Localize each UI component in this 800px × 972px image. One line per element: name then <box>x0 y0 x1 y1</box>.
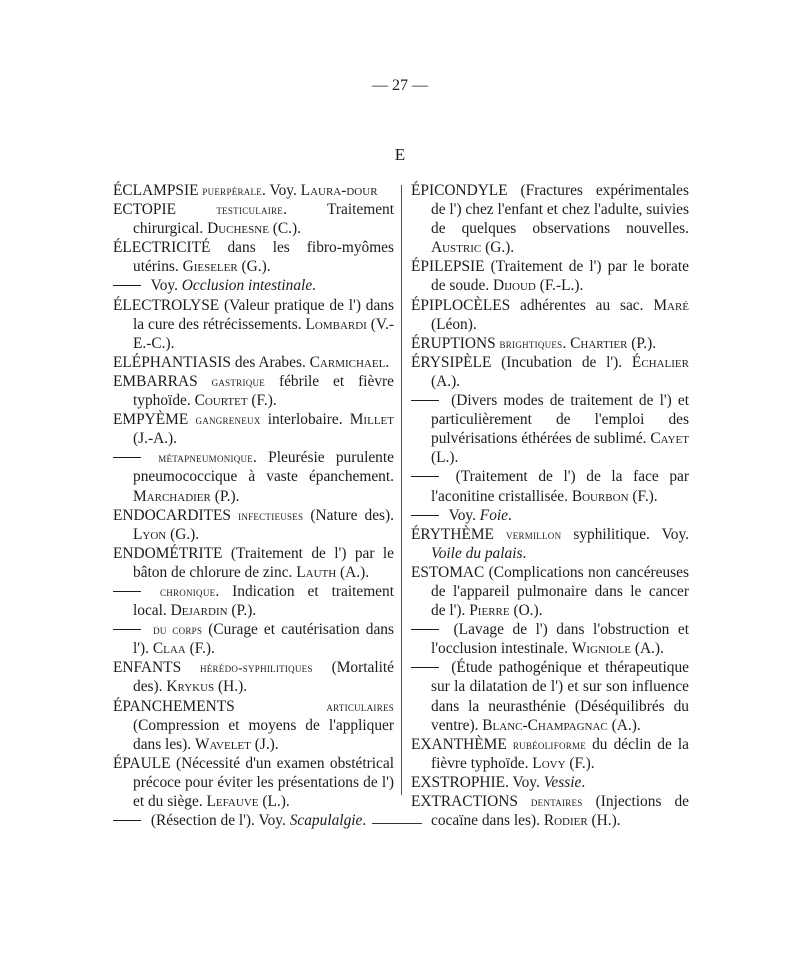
ditto-dash <box>411 400 439 401</box>
entry-qualifier: testiculaire <box>216 202 284 218</box>
index-entry <box>113 697 394 754</box>
ditto-dash <box>411 515 439 516</box>
entry-heading: EMPYÈME <box>113 411 189 429</box>
entry-qualifier: articulaires <box>326 698 394 714</box>
entry-text: (Compression et moyens de l'appliquer dans les). <box>133 716 394 753</box>
entry-author: Gieseler <box>182 258 238 276</box>
entry-text-end: (Léon). <box>431 315 477 333</box>
index-entry <box>113 276 394 295</box>
entry-text-end: . <box>522 544 527 562</box>
index-entry <box>411 506 689 525</box>
entry-text-end: (J.). <box>250 735 279 753</box>
entry-text: (Étude pathogénique et thérapeutique sur la dilatation de l') et sur son influence dans la neurasthénie (Déséquilibrés du ventre). <box>431 659 689 734</box>
entry-crossref: Foie <box>479 506 509 524</box>
index-entry <box>113 754 394 811</box>
entry-text-end: (P.). <box>627 334 657 352</box>
entry-text-end: (L.). <box>258 793 290 810</box>
index-entry <box>113 181 394 200</box>
entry-author: Lombardi <box>305 315 367 333</box>
index-entry <box>411 525 689 563</box>
entry-text: (Incubation de l'). <box>491 353 632 371</box>
entry-text: (Fractures expérimentales de l') chez l'enfant et chez l'adulte, suivies de quelques observations nouvelles. <box>431 182 689 238</box>
entry-text: interlobaire. <box>260 411 350 429</box>
entry-author: Dejardin <box>170 602 228 620</box>
entry-crossref: Vessie <box>543 773 582 791</box>
entry-text-end: (F.). <box>565 754 595 772</box>
index-entry <box>411 735 689 773</box>
entry-heading: ÉLECTROLYSE <box>113 296 220 314</box>
entry-text: des Arabes. <box>231 353 310 371</box>
entry-text-end: (J.-A.). <box>133 430 178 448</box>
entry-text: (Nature des). <box>303 506 394 524</box>
entry-author: Duchesne <box>207 220 269 238</box>
entry-text: Voy. <box>147 277 182 295</box>
ditto-dash <box>113 285 141 286</box>
entry-heading: ENFANTS <box>113 659 182 677</box>
entry-text-end: (F.-L.). <box>535 277 584 295</box>
entry-text: syphilitique. Voy. <box>561 525 689 543</box>
entry-text: (Nécessité d'un examen obstétrical précoce pour éviter les présentations de l') et du siège. <box>133 754 394 810</box>
index-entry <box>113 238 394 276</box>
index-entry <box>113 372 394 410</box>
entry-heading: ÉCLAMPSIE <box>113 182 199 199</box>
ditto-dash <box>113 820 141 821</box>
entry-qualifier: gangreneux <box>195 412 261 428</box>
entry-qualifier: puerpérale <box>202 183 263 198</box>
entry-qualifier: dentaires <box>530 794 583 809</box>
entry-text: fébrile et fièvre typhoïde. <box>133 372 394 410</box>
index-entry <box>411 563 689 620</box>
entry-heading: ÉPILEPSIE <box>411 258 485 276</box>
index-entry <box>411 792 689 830</box>
section-letter: E <box>394 145 406 164</box>
entry-text-end: (P.). <box>227 602 257 620</box>
entry-text: . Pleurésie purulente pneumococcique à vaste épanchement. <box>133 449 394 486</box>
entry-text: . Indication et traitement local. <box>133 582 394 620</box>
entry-author: Échalier <box>631 353 689 371</box>
entry-author: Marchadier <box>133 487 211 505</box>
entry-text-end: . <box>508 506 512 524</box>
entry-text: adhérentes au sac. <box>510 296 654 314</box>
entry-text-end: (A.). <box>607 716 641 734</box>
index-entry <box>411 620 689 658</box>
index-entry <box>113 448 394 505</box>
entry-text-end: (H.). <box>587 812 621 830</box>
entry-author: Wigniole <box>571 640 631 658</box>
entry-text-end: (L.). <box>431 449 459 467</box>
entry-heading: ÉLECTRICITÉ <box>113 239 211 257</box>
index-entry <box>411 658 689 734</box>
entry-text-end: (A.). <box>630 640 664 658</box>
entry-text: (Curage et cautérisation dans l'). <box>133 621 394 658</box>
index-entry <box>113 544 394 582</box>
entry-text: . Voy. <box>262 182 301 199</box>
entry-author: Blanc-Champagnac <box>482 716 608 734</box>
entry-author: Rodier <box>543 812 588 830</box>
entry-text: (Traitement de l') de la face par l'aconitine cristallisée. <box>431 468 689 505</box>
entry-author: Cayet <box>650 430 689 448</box>
index-entry <box>113 410 394 448</box>
entry-text: (Divers modes de traitement de l') et particulièrement de l'emploi des pulvérisations éthérées de sublimé. <box>431 392 689 448</box>
entry-author: Lovy <box>532 754 566 772</box>
ditto-dash <box>411 476 439 477</box>
entry-author: Lauth <box>296 563 337 581</box>
entry-crossref: Occlusion intestinale <box>181 277 313 295</box>
entry-text-end: (A.). <box>336 563 370 581</box>
entry-text: Voy. <box>445 506 480 524</box>
index-entry <box>411 353 689 391</box>
index-entry <box>113 620 394 658</box>
index-entry <box>113 811 394 830</box>
entry-text-end: (G.). <box>481 239 515 257</box>
entry-author: Pierre <box>469 602 510 620</box>
entry-qualifier: vermillon <box>505 526 562 542</box>
entry-author: Carmichael <box>309 353 386 371</box>
index-column-right <box>411 181 689 830</box>
page-number: — 27 — <box>372 77 428 94</box>
entry-text-end: (V.-E.-C.). <box>133 315 395 352</box>
entry-heading: ECTOPIE <box>113 201 176 219</box>
entry-text-end: (P.). <box>210 487 240 505</box>
ditto-dash <box>411 629 439 630</box>
entry-text: du déclin de la fièvre typhoïde. <box>431 735 689 772</box>
entry-text-end: (C.). <box>268 220 301 238</box>
entry-qualifier: rubéoliforme <box>512 736 587 752</box>
index-entry <box>113 506 394 544</box>
entry-text-end: . <box>385 353 390 371</box>
entry-heading: EXANTHÈME <box>411 735 507 753</box>
entry-text: (Traitement de l') par le bâton de chlorure de zinc. <box>133 544 394 581</box>
entry-text-end: (G.). <box>237 258 271 276</box>
index-entry <box>411 296 689 334</box>
entry-text: (Lavage de l') dans l'obstruction et l'occlusion intestinale. <box>431 621 689 658</box>
entry-heading: ESTOMAC <box>411 563 485 581</box>
ditto-dash <box>113 457 141 458</box>
entry-qualifier: chronique <box>159 583 216 599</box>
column-divider <box>401 185 402 795</box>
entry-text: . Traitement chirurgical. <box>133 201 394 238</box>
index-entry <box>113 296 394 353</box>
index-entry <box>113 658 394 696</box>
entry-heading: EMBARRAS <box>113 372 198 390</box>
entry-text-end: (A.). <box>431 372 461 390</box>
entry-text: (Injections de cocaïne dans les). <box>431 793 689 830</box>
index-entry <box>411 773 689 792</box>
entry-author: Millet <box>349 411 394 429</box>
entry-text: . Voy. <box>505 773 544 791</box>
entry-text-end: . <box>312 277 317 295</box>
entry-qualifier: métapneumonique <box>158 450 254 466</box>
ditto-dash <box>113 591 141 592</box>
ditto-dash <box>113 629 141 630</box>
entry-crossref: Scapulalgie <box>289 812 363 830</box>
entry-text-end: . <box>362 812 367 830</box>
entry-text: (Traitement de l') par le borate de soude. <box>431 258 689 295</box>
entry-text: (Mortalité des). <box>133 659 394 696</box>
index-entry <box>411 334 689 353</box>
entry-author: Austric <box>431 239 482 257</box>
entry-text: (Complications non cancéreuses de l'appareil pulmonaire dans le cancer de l'). <box>431 563 689 620</box>
entry-text: (Valeur pratique de l') dans la cure des rétrécissements. <box>133 296 394 333</box>
index-entry <box>113 353 394 372</box>
entry-heading: ÉRUPTIONS <box>411 334 496 352</box>
index-entry <box>411 467 689 505</box>
entry-text-end: . <box>581 773 586 791</box>
entry-qualifier: infectieuses <box>238 507 304 523</box>
entry-heading: ÉRYSIPÈLE <box>411 353 492 371</box>
entry-qualifier: du corps <box>153 622 203 638</box>
entry-crossref: Voile du palais <box>431 544 523 562</box>
index-entry <box>411 391 689 467</box>
entry-text-end: (F.). <box>185 640 215 658</box>
index-entry <box>113 200 394 238</box>
entry-heading: ÉPIPLOCÈLES <box>411 296 511 314</box>
entry-author: Bourbon <box>571 487 629 505</box>
entry-text-end: (H.). <box>214 678 248 696</box>
entry-author: Lyon <box>133 525 167 543</box>
ditto-dash <box>411 667 439 668</box>
entry-heading: ÉPAULE <box>113 754 171 772</box>
entry-author: Courtet <box>194 392 248 410</box>
entry-heading: ELÉPHANTIASIS <box>113 353 231 371</box>
index-entry <box>113 582 394 620</box>
entry-heading: ÉRYTHÈME <box>411 525 494 543</box>
entry-text: (Résection de l'). Voy. <box>147 812 290 830</box>
entry-qualifier: brightiques <box>499 335 563 351</box>
entry-text: . <box>562 334 571 352</box>
entry-text-end: (F.). <box>247 392 277 410</box>
entry-author: Krykus <box>166 678 215 696</box>
entry-heading: EXSTROPHIE <box>411 773 506 791</box>
index-entry <box>411 181 689 257</box>
entry-heading: ÉPANCHEMENTS <box>113 697 235 715</box>
entry-heading: ENDOMÉTRITE <box>113 544 223 562</box>
entry-text-end: (F.). <box>628 487 658 505</box>
entry-qualifier: gastrique <box>211 373 266 389</box>
entry-author: Lefauve <box>206 793 259 810</box>
entry-author: Wavelet <box>194 735 251 753</box>
entry-author: Dijoud <box>492 277 536 295</box>
entry-author: Claa <box>152 640 186 658</box>
entry-text: dans les fibro-myômes utérins. <box>133 239 394 276</box>
entry-author: Chartier <box>570 334 628 352</box>
entry-text-end: (O.). <box>509 602 543 620</box>
entry-author: Laura-dour <box>300 182 378 199</box>
entry-author: Maré <box>653 296 689 314</box>
entry-qualifier: hérédo-syphilitiques <box>200 660 313 676</box>
index-entry <box>411 257 689 295</box>
entry-heading: ENDOCARDITES <box>113 506 231 524</box>
entry-heading: ÉPICONDYLE <box>411 182 508 199</box>
entry-text-end: (G.). <box>166 525 200 543</box>
index-column-left <box>113 181 394 830</box>
footer-rule <box>372 823 422 824</box>
entry-heading: EXTRACTIONS <box>411 793 518 810</box>
